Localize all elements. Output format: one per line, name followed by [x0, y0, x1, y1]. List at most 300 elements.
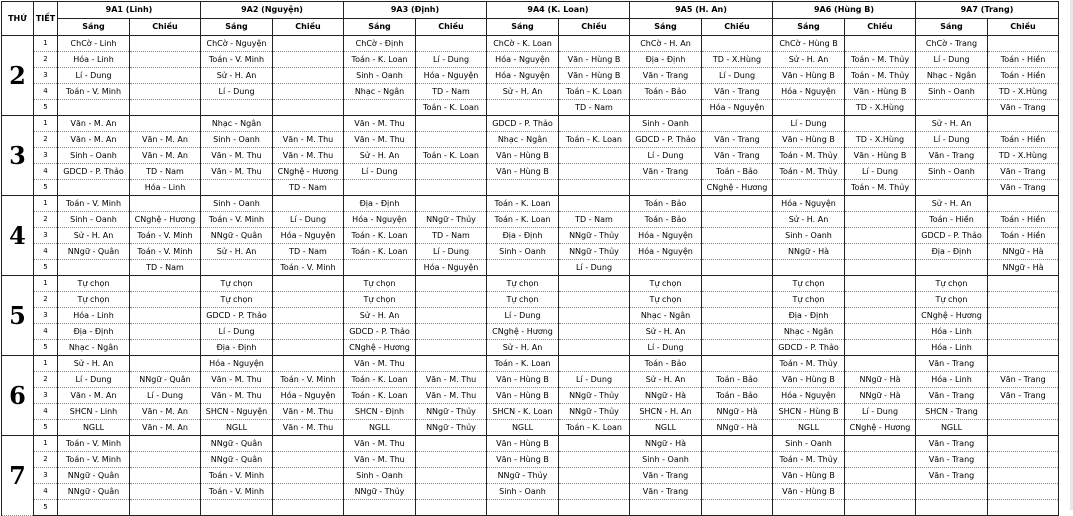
morning-cell[interactable]: Toán - Bảo	[630, 84, 702, 100]
morning-cell[interactable]	[773, 500, 845, 516]
afternoon-cell[interactable]: Toán - Hiền	[988, 132, 1059, 148]
morning-cell[interactable]: NNgữ - Thủy	[487, 468, 559, 484]
afternoon-cell[interactable]: NNgữ - Hà	[845, 388, 916, 404]
afternoon-cell[interactable]	[559, 468, 630, 484]
morning-cell[interactable]: Tự chọn	[487, 276, 559, 292]
morning-cell[interactable]: Văn - Hùng B	[487, 164, 559, 180]
morning-cell[interactable]	[773, 180, 845, 196]
afternoon-cell[interactable]: TD - X.Hùng	[988, 148, 1059, 164]
morning-cell[interactable]: SHCN - Hùng B	[773, 404, 845, 420]
header-chieu-1[interactable]: Chiều	[273, 19, 344, 36]
morning-cell[interactable]: Lí - Dung	[58, 68, 130, 84]
afternoon-cell[interactable]	[130, 356, 201, 372]
afternoon-cell[interactable]: Toán - K. Loan	[559, 84, 630, 100]
morning-cell[interactable]	[344, 500, 416, 516]
morning-cell[interactable]: GDCD - P. Thảo	[201, 308, 273, 324]
header-tiet[interactable]: TIẾT	[34, 2, 58, 36]
afternoon-cell[interactable]	[988, 500, 1059, 516]
afternoon-cell[interactable]: TD - X.Hùng	[845, 132, 916, 148]
afternoon-cell[interactable]	[416, 308, 487, 324]
day-cell[interactable]: 2	[2, 36, 34, 116]
afternoon-cell[interactable]: TD - X.Hùng	[845, 100, 916, 116]
afternoon-cell[interactable]	[416, 276, 487, 292]
morning-cell[interactable]: Sinh - Oanh	[344, 68, 416, 84]
morning-cell[interactable]: Tự chọn	[344, 292, 416, 308]
morning-cell[interactable]: Văn - Hùng B	[773, 468, 845, 484]
afternoon-cell[interactable]: Văn - Hùng B	[845, 84, 916, 100]
morning-cell[interactable]: Toán - M. Thủy	[773, 148, 845, 164]
morning-cell[interactable]: Nhạc - Ngân	[630, 308, 702, 324]
morning-cell[interactable]: ChCờ - Hùng B	[773, 36, 845, 52]
afternoon-cell[interactable]	[845, 260, 916, 276]
afternoon-cell[interactable]	[559, 500, 630, 516]
afternoon-cell[interactable]: NNgữ - Hà	[845, 372, 916, 388]
afternoon-cell[interactable]	[559, 164, 630, 180]
afternoon-cell[interactable]: Văn - M. Thu	[273, 404, 344, 420]
morning-cell[interactable]: Lí - Dung	[630, 148, 702, 164]
afternoon-cell[interactable]	[988, 292, 1059, 308]
morning-cell[interactable]: Hóa - Linh	[58, 52, 130, 68]
morning-cell[interactable]: Sử - H. An	[201, 68, 273, 84]
afternoon-cell[interactable]: Lí - Dung	[702, 68, 773, 84]
morning-cell[interactable]	[487, 180, 559, 196]
morning-cell[interactable]: GDCD - P. Thảo	[916, 228, 988, 244]
morning-cell[interactable]: GDCD - P. Thảo	[58, 164, 130, 180]
morning-cell[interactable]: Văn - M. An	[58, 388, 130, 404]
afternoon-cell[interactable]: Toán - K. Loan	[416, 148, 487, 164]
morning-cell[interactable]	[916, 484, 988, 500]
morning-cell[interactable]: NNgữ - Thủy	[344, 484, 416, 500]
morning-cell[interactable]: Toán - K. Loan	[487, 356, 559, 372]
morning-cell[interactable]: Sử - H. An	[773, 212, 845, 228]
morning-cell[interactable]: Nhạc - Ngân	[58, 340, 130, 356]
afternoon-cell[interactable]	[702, 308, 773, 324]
afternoon-cell[interactable]: Toán - Bảo	[702, 388, 773, 404]
morning-cell[interactable]: Toán - K. Loan	[344, 52, 416, 68]
afternoon-cell[interactable]	[845, 196, 916, 212]
morning-cell[interactable]: Tự chọn	[487, 292, 559, 308]
afternoon-cell[interactable]	[845, 36, 916, 52]
afternoon-cell[interactable]: Hóa - Nguyện	[273, 388, 344, 404]
header-class-1[interactable]: 9A2 (Nguyện)	[201, 2, 344, 19]
morning-cell[interactable]: Toán - K. Loan	[487, 212, 559, 228]
afternoon-cell[interactable]	[845, 276, 916, 292]
morning-cell[interactable]: Văn - Hùng B	[773, 132, 845, 148]
period-cell[interactable]: 5	[34, 260, 58, 276]
morning-cell[interactable]: Sinh - Oanh	[773, 228, 845, 244]
afternoon-cell[interactable]: TD - Nam	[416, 228, 487, 244]
afternoon-cell[interactable]	[988, 276, 1059, 292]
morning-cell[interactable]: Lí - Dung	[630, 340, 702, 356]
afternoon-cell[interactable]	[416, 36, 487, 52]
period-cell[interactable]: 1	[34, 116, 58, 132]
afternoon-cell[interactable]	[559, 180, 630, 196]
afternoon-cell[interactable]	[988, 452, 1059, 468]
header-sang-0[interactable]: Sáng	[58, 19, 130, 36]
afternoon-cell[interactable]	[416, 356, 487, 372]
afternoon-cell[interactable]: Văn - Trang	[988, 372, 1059, 388]
afternoon-cell[interactable]	[273, 308, 344, 324]
header-chieu-4[interactable]: Chiều	[702, 19, 773, 36]
morning-cell[interactable]: Nhạc - Ngân	[773, 324, 845, 340]
afternoon-cell[interactable]	[845, 212, 916, 228]
morning-cell[interactable]: Địa - Định	[201, 340, 273, 356]
afternoon-cell[interactable]: Toán - M. Thủy	[845, 52, 916, 68]
morning-cell[interactable]: Văn - M. Thu	[344, 452, 416, 468]
afternoon-cell[interactable]: TD - X.Hùng	[702, 52, 773, 68]
morning-cell[interactable]: Nhạc - Ngân	[344, 84, 416, 100]
afternoon-cell[interactable]: Hóa - Nguyện	[416, 260, 487, 276]
morning-cell[interactable]: Toán - M. Thủy	[773, 356, 845, 372]
afternoon-cell[interactable]: CNghệ - Hương	[273, 164, 344, 180]
afternoon-cell[interactable]: Toán - K. Loan	[559, 420, 630, 436]
afternoon-cell[interactable]	[988, 420, 1059, 436]
afternoon-cell[interactable]	[702, 436, 773, 452]
afternoon-cell[interactable]: Toán - Bảo	[702, 372, 773, 388]
period-cell[interactable]: 4	[34, 324, 58, 340]
morning-cell[interactable]: NGLL	[58, 420, 130, 436]
morning-cell[interactable]: Sinh - Oanh	[773, 436, 845, 452]
afternoon-cell[interactable]	[416, 180, 487, 196]
afternoon-cell[interactable]	[416, 132, 487, 148]
morning-cell[interactable]	[201, 100, 273, 116]
afternoon-cell[interactable]	[988, 340, 1059, 356]
morning-cell[interactable]: Sinh - Oanh	[58, 148, 130, 164]
afternoon-cell[interactable]: Văn - Hùng B	[845, 148, 916, 164]
morning-cell[interactable]: NNgữ - Hà	[630, 436, 702, 452]
period-cell[interactable]: 2	[34, 132, 58, 148]
afternoon-cell[interactable]	[416, 324, 487, 340]
afternoon-cell[interactable]: Văn - Trang	[988, 180, 1059, 196]
afternoon-cell[interactable]	[559, 356, 630, 372]
morning-cell[interactable]: Toán - K. Loan	[487, 196, 559, 212]
morning-cell[interactable]: SHCN - K. Loan	[487, 404, 559, 420]
afternoon-cell[interactable]	[988, 484, 1059, 500]
morning-cell[interactable]	[58, 100, 130, 116]
header-sang-3[interactable]: Sáng	[487, 19, 559, 36]
morning-cell[interactable]: Toán - M. Thủy	[773, 164, 845, 180]
afternoon-cell[interactable]	[845, 468, 916, 484]
afternoon-cell[interactable]	[988, 404, 1059, 420]
morning-cell[interactable]: Lí - Dung	[344, 164, 416, 180]
morning-cell[interactable]: Lí - Dung	[487, 308, 559, 324]
afternoon-cell[interactable]	[702, 212, 773, 228]
afternoon-cell[interactable]: Văn - Trang	[988, 100, 1059, 116]
morning-cell[interactable]: Sinh - Oanh	[487, 244, 559, 260]
afternoon-cell[interactable]: CNghệ - Hương	[130, 212, 201, 228]
afternoon-cell[interactable]	[273, 340, 344, 356]
afternoon-cell[interactable]: TD - Nam	[130, 260, 201, 276]
period-cell[interactable]: 2	[34, 292, 58, 308]
morning-cell[interactable]: Hóa - Linh	[916, 324, 988, 340]
afternoon-cell[interactable]	[988, 436, 1059, 452]
period-cell[interactable]: 3	[34, 228, 58, 244]
period-cell[interactable]: 3	[34, 308, 58, 324]
morning-cell[interactable]: ChCờ - Định	[344, 36, 416, 52]
afternoon-cell[interactable]	[702, 452, 773, 468]
morning-cell[interactable]	[630, 180, 702, 196]
afternoon-cell[interactable]	[702, 276, 773, 292]
morning-cell[interactable]: Địa - Định	[916, 244, 988, 260]
afternoon-cell[interactable]	[988, 196, 1059, 212]
morning-cell[interactable]: NNgữ - Quân	[201, 436, 273, 452]
morning-cell[interactable]: Sinh - Oanh	[201, 132, 273, 148]
morning-cell[interactable]	[773, 260, 845, 276]
afternoon-cell[interactable]: NNgữ - Thủy	[416, 404, 487, 420]
afternoon-cell[interactable]	[273, 68, 344, 84]
afternoon-cell[interactable]: NNgữ - Hà	[988, 260, 1059, 276]
period-cell[interactable]: 3	[34, 468, 58, 484]
morning-cell[interactable]: Văn - Hùng B	[773, 484, 845, 500]
afternoon-cell[interactable]	[702, 484, 773, 500]
morning-cell[interactable]: NGLL	[630, 420, 702, 436]
morning-cell[interactable]: Toán - V. Minh	[58, 196, 130, 212]
morning-cell[interactable]: Địa - Định	[487, 228, 559, 244]
afternoon-cell[interactable]	[702, 324, 773, 340]
afternoon-cell[interactable]	[130, 84, 201, 100]
afternoon-cell[interactable]: Toán - K. Loan	[559, 132, 630, 148]
morning-cell[interactable]: Hóa - Linh	[58, 308, 130, 324]
morning-cell[interactable]: Toán - M. Thủy	[773, 452, 845, 468]
afternoon-cell[interactable]: Lí - Dung	[559, 372, 630, 388]
morning-cell[interactable]: Lí - Dung	[201, 84, 273, 100]
afternoon-cell[interactable]	[845, 500, 916, 516]
afternoon-cell[interactable]	[416, 484, 487, 500]
afternoon-cell[interactable]	[273, 468, 344, 484]
header-chieu-5[interactable]: Chiều	[845, 19, 916, 36]
afternoon-cell[interactable]	[273, 100, 344, 116]
morning-cell[interactable]: SHCN - H. An	[630, 404, 702, 420]
morning-cell[interactable]: Lí - Dung	[916, 52, 988, 68]
morning-cell[interactable]: Hóa - Linh	[916, 372, 988, 388]
morning-cell[interactable]: Hóa - Nguyện	[773, 388, 845, 404]
morning-cell[interactable]: Toán - V. Minh	[201, 484, 273, 500]
period-cell[interactable]: 5	[34, 100, 58, 116]
day-cell[interactable]: 4	[2, 196, 34, 276]
afternoon-cell[interactable]: Hóa - Nguyện	[273, 228, 344, 244]
morning-cell[interactable]: ChCờ - K. Loan	[487, 36, 559, 52]
afternoon-cell[interactable]: Lí - Dung	[845, 164, 916, 180]
afternoon-cell[interactable]	[130, 452, 201, 468]
afternoon-cell[interactable]	[130, 340, 201, 356]
morning-cell[interactable]	[201, 180, 273, 196]
morning-cell[interactable]: NGLL	[201, 420, 273, 436]
morning-cell[interactable]	[344, 260, 416, 276]
day-cell[interactable]: 6	[2, 356, 34, 436]
morning-cell[interactable]: Lí - Dung	[201, 324, 273, 340]
morning-cell[interactable]: Nhạc - Ngân	[201, 116, 273, 132]
afternoon-cell[interactable]: NNgữ - Thủy	[559, 388, 630, 404]
afternoon-cell[interactable]	[845, 484, 916, 500]
header-sang-5[interactable]: Sáng	[773, 19, 845, 36]
afternoon-cell[interactable]: Văn - M. Thu	[273, 148, 344, 164]
afternoon-cell[interactable]	[416, 468, 487, 484]
morning-cell[interactable]: Sinh - Oanh	[487, 484, 559, 500]
morning-cell[interactable]: Sinh - Oanh	[58, 212, 130, 228]
morning-cell[interactable]: Văn - M. Thu	[344, 132, 416, 148]
morning-cell[interactable]: Toán - V. Minh	[201, 52, 273, 68]
afternoon-cell[interactable]	[702, 356, 773, 372]
morning-cell[interactable]: Toán - Bảo	[630, 196, 702, 212]
morning-cell[interactable]: Sinh - Oanh	[916, 164, 988, 180]
afternoon-cell[interactable]	[273, 452, 344, 468]
morning-cell[interactable]: Nhạc - Ngân	[916, 68, 988, 84]
afternoon-cell[interactable]: NNgữ - Thủy	[559, 404, 630, 420]
afternoon-cell[interactable]: Văn - Trang	[988, 388, 1059, 404]
afternoon-cell[interactable]: NNgữ - Hà	[702, 404, 773, 420]
afternoon-cell[interactable]	[273, 36, 344, 52]
header-class-4[interactable]: 9A5 (H. An)	[630, 2, 773, 19]
morning-cell[interactable]: CNghệ - Hương	[487, 324, 559, 340]
afternoon-cell[interactable]: Văn - Trang	[988, 164, 1059, 180]
period-cell[interactable]: 1	[34, 196, 58, 212]
morning-cell[interactable]	[58, 260, 130, 276]
afternoon-cell[interactable]	[988, 324, 1059, 340]
afternoon-cell[interactable]	[130, 500, 201, 516]
afternoon-cell[interactable]	[130, 484, 201, 500]
afternoon-cell[interactable]: Văn - M. An	[130, 148, 201, 164]
morning-cell[interactable]: Sử - H. An	[916, 116, 988, 132]
afternoon-cell[interactable]	[273, 500, 344, 516]
header-class-5[interactable]: 9A6 (Hùng B)	[773, 2, 916, 19]
morning-cell[interactable]: Toán - V. Minh	[201, 468, 273, 484]
period-cell[interactable]: 4	[34, 404, 58, 420]
afternoon-cell[interactable]	[845, 340, 916, 356]
morning-cell[interactable]: Văn - Trang	[916, 388, 988, 404]
morning-cell[interactable]: Lí - Dung	[773, 116, 845, 132]
period-cell[interactable]: 2	[34, 212, 58, 228]
header-sang-1[interactable]: Sáng	[201, 19, 273, 36]
header-chieu-2[interactable]: Chiều	[416, 19, 487, 36]
afternoon-cell[interactable]	[559, 292, 630, 308]
morning-cell[interactable]: Toán - K. Loan	[344, 244, 416, 260]
afternoon-cell[interactable]	[559, 276, 630, 292]
period-cell[interactable]: 2	[34, 372, 58, 388]
afternoon-cell[interactable]: Văn - Trang	[702, 132, 773, 148]
afternoon-cell[interactable]: Lí - Dung	[130, 388, 201, 404]
morning-cell[interactable]: NGLL	[487, 420, 559, 436]
period-cell[interactable]: 4	[34, 164, 58, 180]
afternoon-cell[interactable]	[845, 436, 916, 452]
afternoon-cell[interactable]	[559, 484, 630, 500]
morning-cell[interactable]: Văn - Trang	[630, 468, 702, 484]
morning-cell[interactable]: NNgữ - Quân	[58, 244, 130, 260]
morning-cell[interactable]	[916, 260, 988, 276]
afternoon-cell[interactable]	[130, 436, 201, 452]
afternoon-cell[interactable]	[416, 116, 487, 132]
afternoon-cell[interactable]	[702, 196, 773, 212]
afternoon-cell[interactable]: NNgữ - Hà	[702, 420, 773, 436]
afternoon-cell[interactable]: Văn - Hùng B	[559, 52, 630, 68]
morning-cell[interactable]: Tự chọn	[58, 292, 130, 308]
morning-cell[interactable]: ChCờ - Nguyện	[201, 36, 273, 52]
morning-cell[interactable]: Văn - Trang	[916, 148, 988, 164]
morning-cell[interactable]: ChCờ - Trang	[916, 36, 988, 52]
morning-cell[interactable]: NGLL	[344, 420, 416, 436]
morning-cell[interactable]	[916, 100, 988, 116]
afternoon-cell[interactable]	[702, 116, 773, 132]
period-cell[interactable]: 4	[34, 244, 58, 260]
period-cell[interactable]: 4	[34, 84, 58, 100]
morning-cell[interactable]: GDCD - P. Thảo	[773, 340, 845, 356]
afternoon-cell[interactable]: Văn - M. Thu	[273, 420, 344, 436]
period-cell[interactable]: 5	[34, 180, 58, 196]
afternoon-cell[interactable]: Toán - V. Minh	[130, 244, 201, 260]
morning-cell[interactable]: Văn - M. An	[58, 132, 130, 148]
morning-cell[interactable]: Hóa - Linh	[916, 340, 988, 356]
afternoon-cell[interactable]	[416, 452, 487, 468]
afternoon-cell[interactable]	[702, 340, 773, 356]
afternoon-cell[interactable]	[130, 36, 201, 52]
afternoon-cell[interactable]	[702, 228, 773, 244]
morning-cell[interactable]: Văn - Trang	[916, 468, 988, 484]
afternoon-cell[interactable]	[130, 196, 201, 212]
header-sang-6[interactable]: Sáng	[916, 19, 988, 36]
morning-cell[interactable]: NNgữ - Quân	[58, 484, 130, 500]
morning-cell[interactable]: Văn - Trang	[916, 356, 988, 372]
afternoon-cell[interactable]	[702, 500, 773, 516]
afternoon-cell[interactable]	[559, 324, 630, 340]
morning-cell[interactable]: Văn - Trang	[916, 452, 988, 468]
afternoon-cell[interactable]: TD - Nam	[273, 180, 344, 196]
afternoon-cell[interactable]: TD - Nam	[559, 100, 630, 116]
morning-cell[interactable]: Sử - H. An	[58, 356, 130, 372]
afternoon-cell[interactable]	[845, 452, 916, 468]
header-class-3[interactable]: 9A4 (K. Loan)	[487, 2, 630, 19]
afternoon-cell[interactable]: Toán - Hiền	[988, 52, 1059, 68]
morning-cell[interactable]: NNgữ - Quân	[201, 228, 273, 244]
header-sang-4[interactable]: Sáng	[630, 19, 702, 36]
afternoon-cell[interactable]: Hóa - Nguyện	[416, 68, 487, 84]
afternoon-cell[interactable]	[559, 452, 630, 468]
morning-cell[interactable]: Địa - Định	[344, 196, 416, 212]
morning-cell[interactable]: GDCD - P. Thảo	[344, 324, 416, 340]
afternoon-cell[interactable]	[845, 292, 916, 308]
afternoon-cell[interactable]: Văn - Trang	[702, 148, 773, 164]
morning-cell[interactable]: Tự chọn	[916, 292, 988, 308]
morning-cell[interactable]: Sinh - Oanh	[630, 116, 702, 132]
afternoon-cell[interactable]	[273, 116, 344, 132]
afternoon-cell[interactable]: TD - X.Hùng	[988, 84, 1059, 100]
morning-cell[interactable]	[916, 500, 988, 516]
afternoon-cell[interactable]: Văn - M. Thu	[273, 132, 344, 148]
morning-cell[interactable]: Văn - M. An	[58, 116, 130, 132]
morning-cell[interactable]: Tự chọn	[58, 276, 130, 292]
afternoon-cell[interactable]	[845, 228, 916, 244]
morning-cell[interactable]: Toán - Bảo	[630, 356, 702, 372]
afternoon-cell[interactable]: Toán - M. Thủy	[845, 68, 916, 84]
afternoon-cell[interactable]: Toán - V. Minh	[273, 372, 344, 388]
morning-cell[interactable]: CNghệ - Hương	[344, 340, 416, 356]
period-cell[interactable]: 2	[34, 452, 58, 468]
morning-cell[interactable]	[630, 100, 702, 116]
morning-cell[interactable]: Hóa - Nguyện	[773, 196, 845, 212]
header-thu[interactable]: THỨ	[2, 2, 34, 36]
morning-cell[interactable]: Sử - H. An	[630, 324, 702, 340]
morning-cell[interactable]: Văn - Trang	[916, 436, 988, 452]
morning-cell[interactable]: NNgữ - Hà	[630, 388, 702, 404]
afternoon-cell[interactable]: Toán - Hiền	[988, 68, 1059, 84]
morning-cell[interactable]: Tự chọn	[773, 292, 845, 308]
afternoon-cell[interactable]	[559, 36, 630, 52]
afternoon-cell[interactable]	[559, 116, 630, 132]
afternoon-cell[interactable]: Văn - M. Thu	[416, 372, 487, 388]
afternoon-cell[interactable]: Lí - Dung	[416, 52, 487, 68]
period-cell[interactable]: 3	[34, 148, 58, 164]
morning-cell[interactable]	[201, 500, 273, 516]
afternoon-cell[interactable]	[130, 292, 201, 308]
afternoon-cell[interactable]: Toán - Hiền	[988, 212, 1059, 228]
